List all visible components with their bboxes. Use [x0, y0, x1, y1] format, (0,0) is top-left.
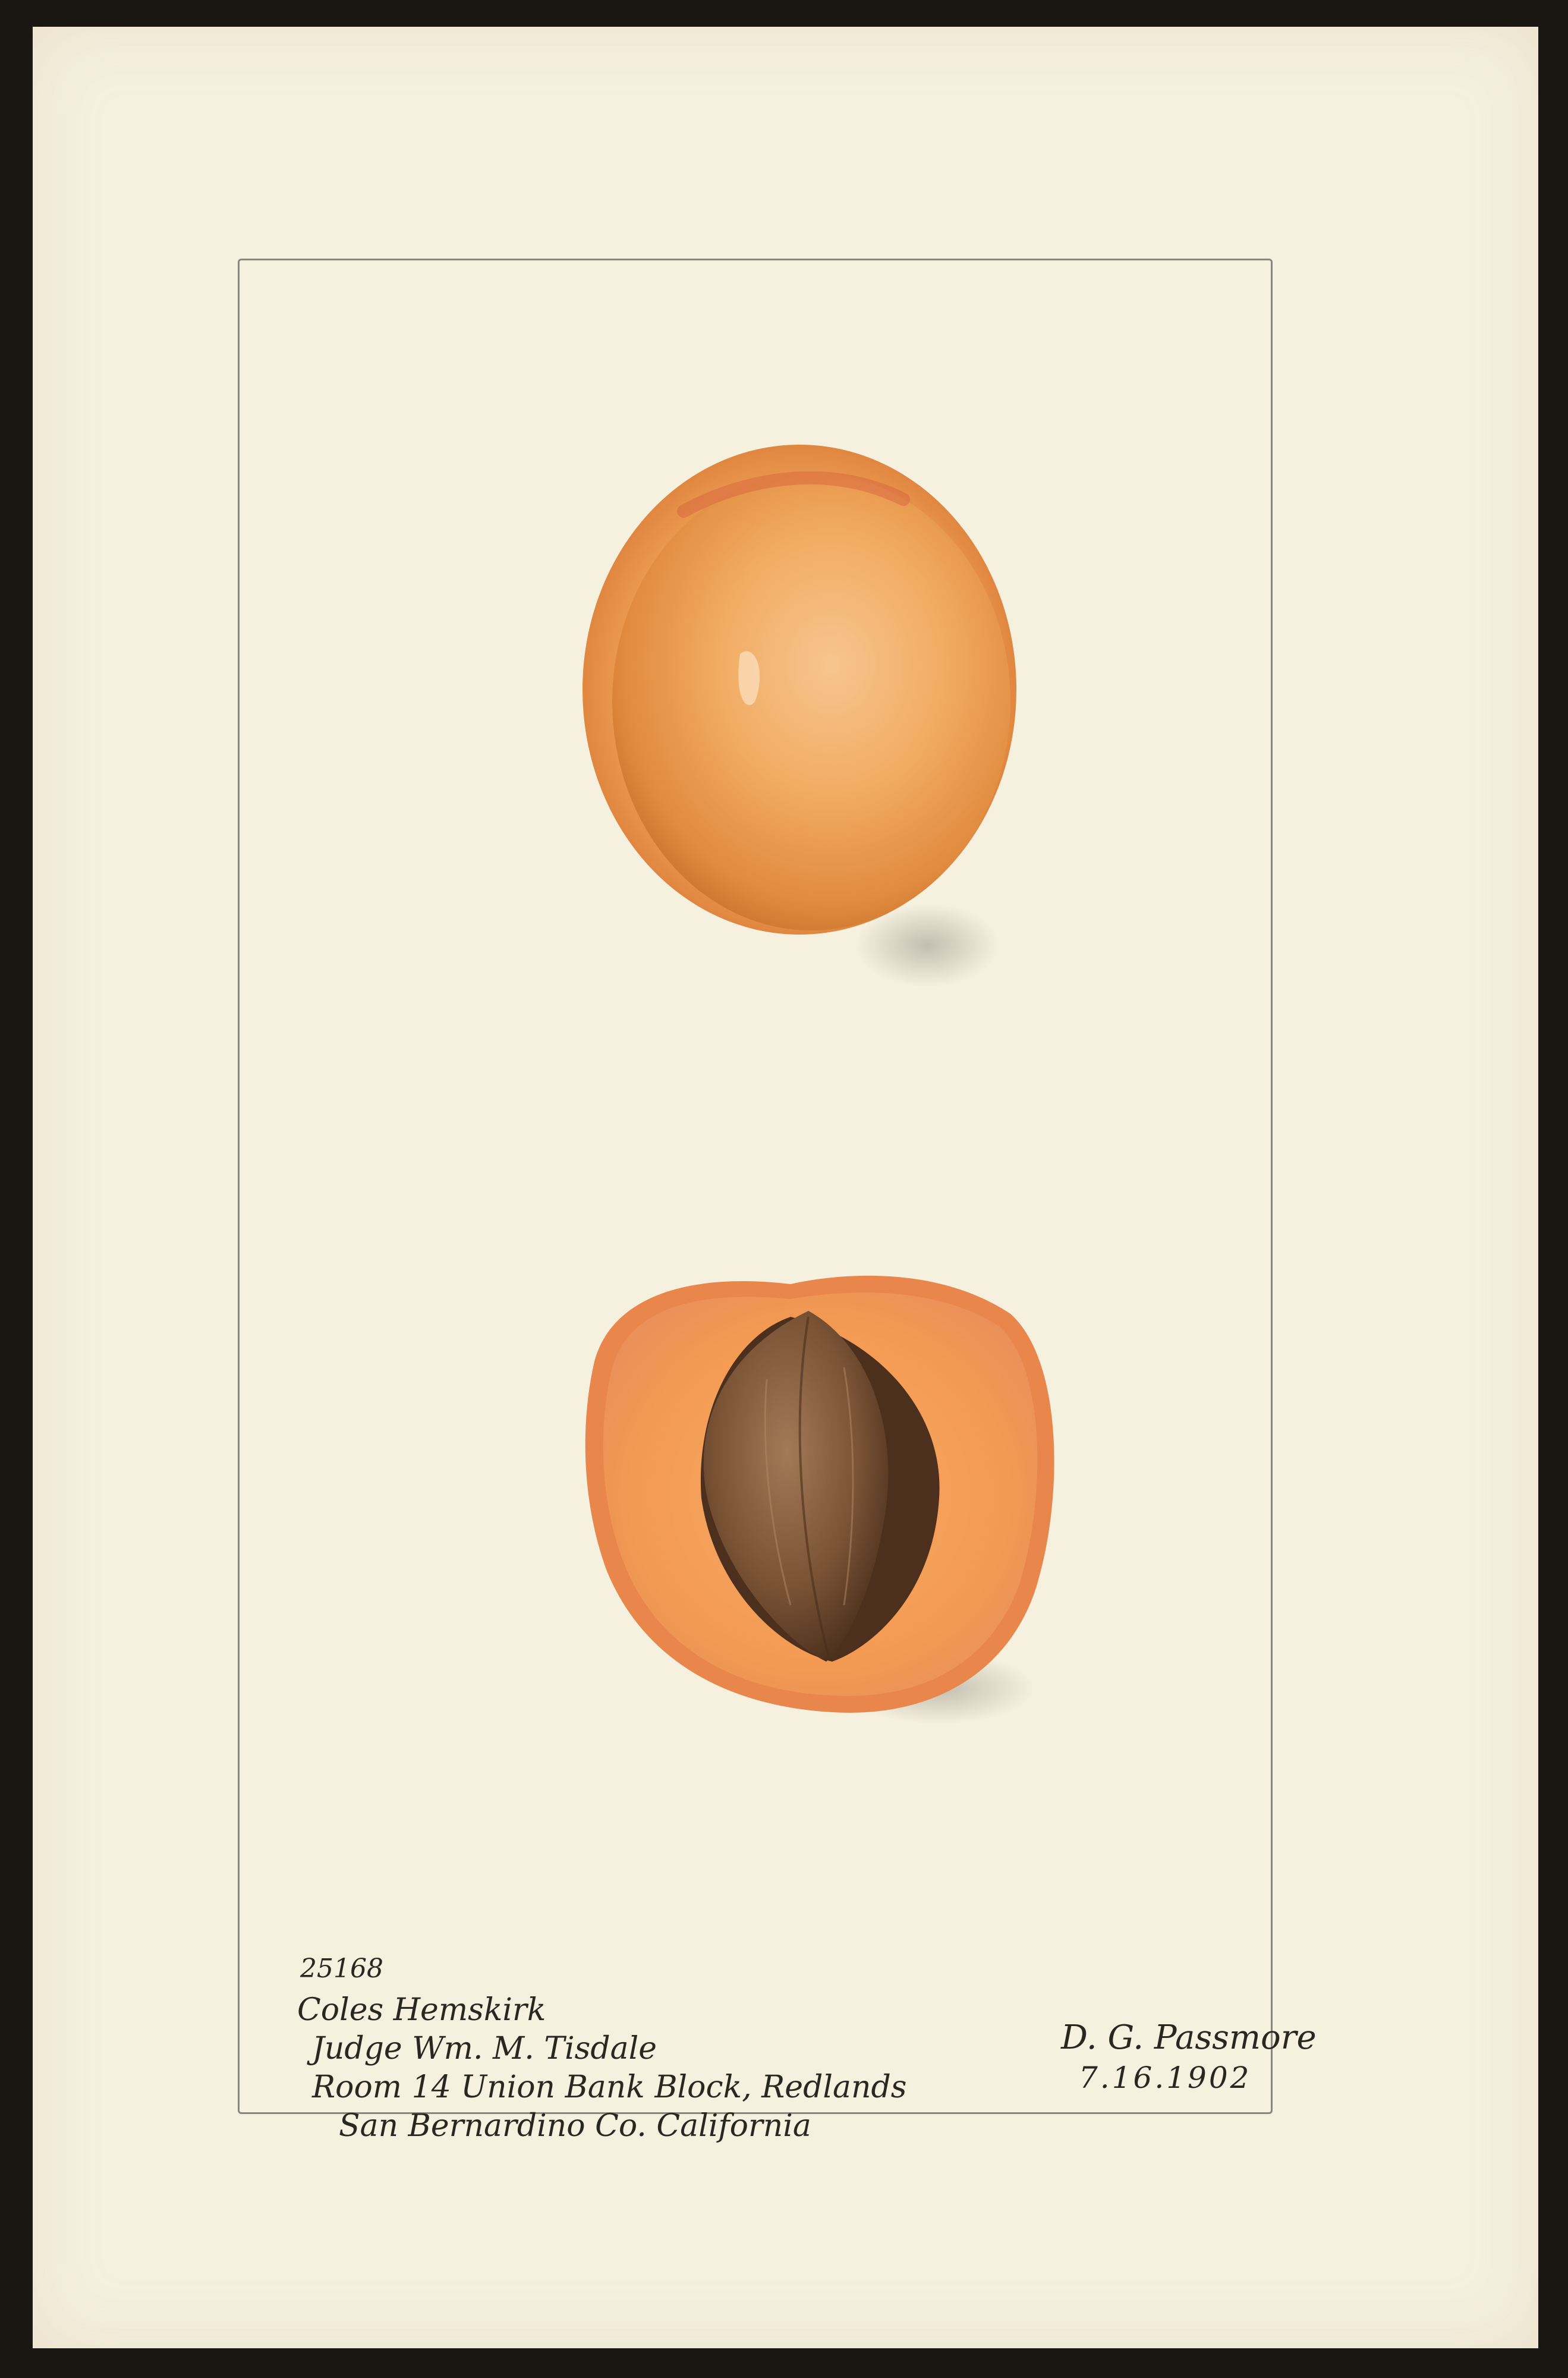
apricot-face [612, 473, 1010, 930]
halved-apricot [585, 1276, 1054, 1724]
artist-name: D. G. Passmore [1061, 2018, 1317, 2057]
variety-name: Coles Hemskirk [297, 1992, 546, 2028]
whole-apricot [583, 445, 1016, 987]
plate-date: 7.16.1902 [1079, 2061, 1252, 2095]
grower-name: Judge Wm. M. Tisdale [312, 2031, 657, 2066]
grower-address: Room 14 Union Bank Block, Redlands [312, 2069, 907, 2105]
accession-number: 25168 [300, 1954, 383, 1984]
grower-county: San Bernardino Co. California [339, 2108, 811, 2144]
